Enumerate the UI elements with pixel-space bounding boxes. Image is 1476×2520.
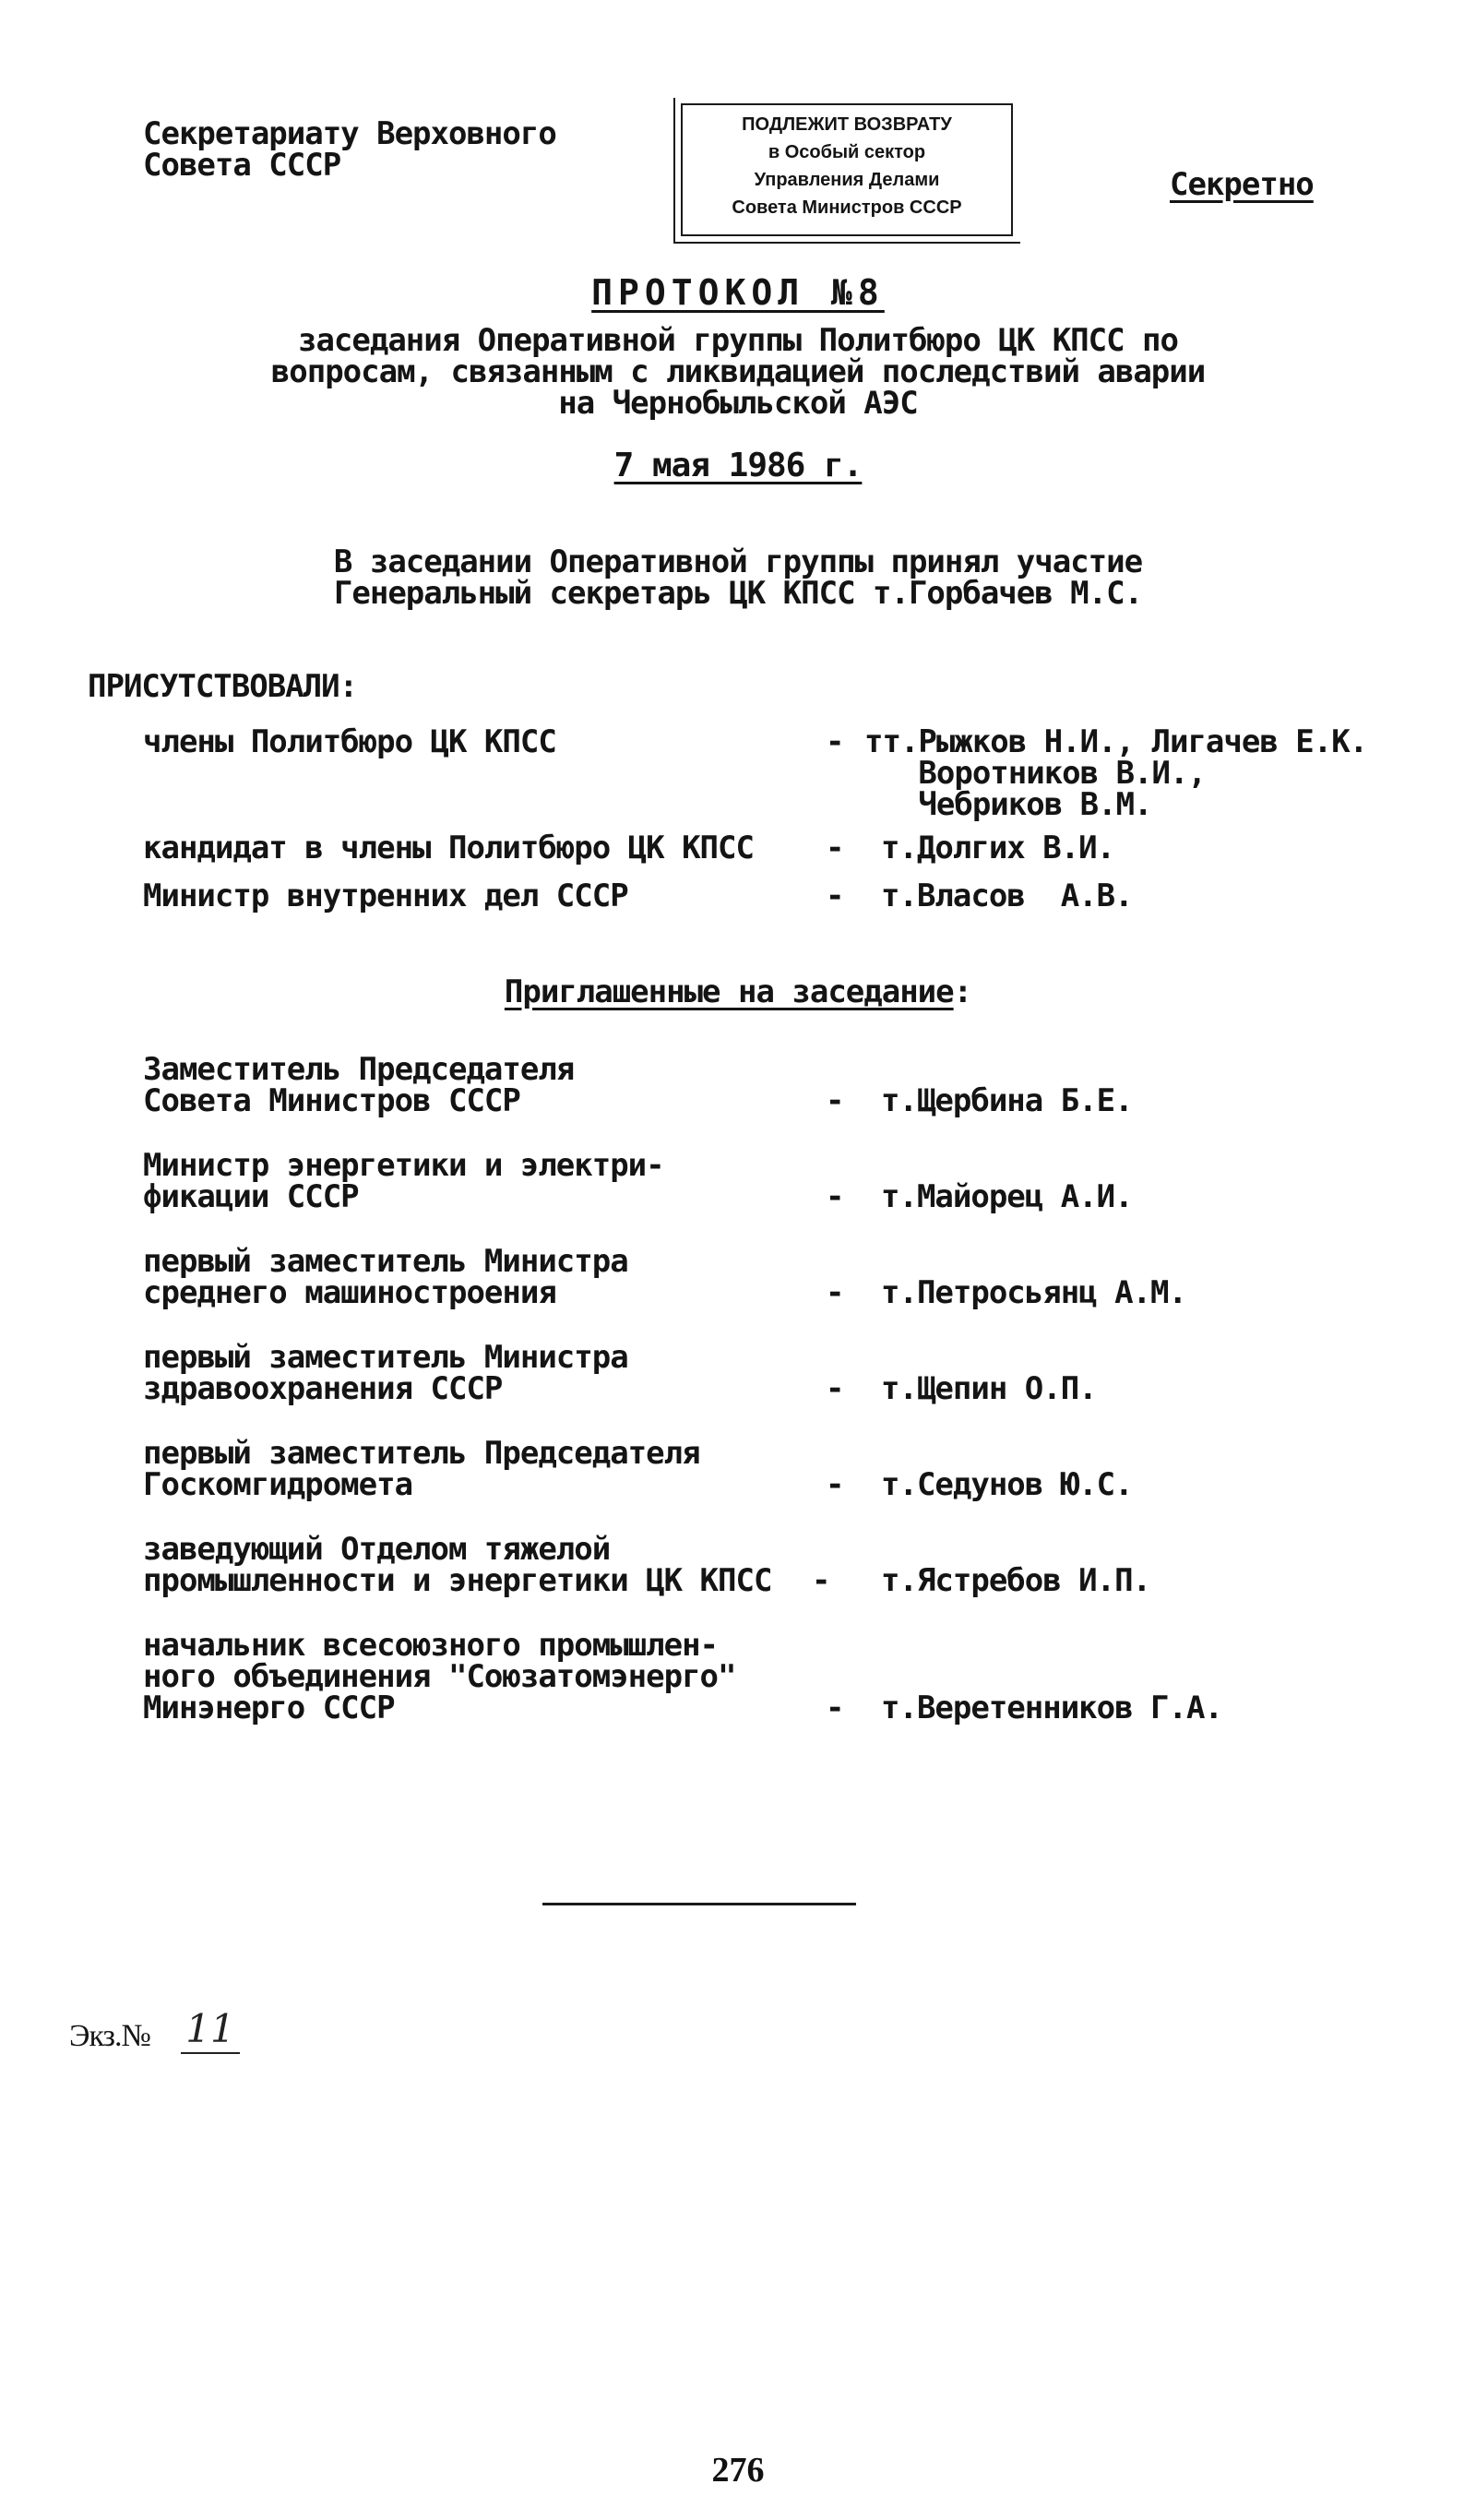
invited-dash-2: - bbox=[826, 1178, 844, 1215]
present-role-1: члены Политбюро ЦК КПСС bbox=[143, 723, 556, 760]
present-role-2: кандидат в члены Политбюро ЦК КПСС bbox=[143, 830, 754, 866]
invited-dash-5: - bbox=[826, 1466, 844, 1503]
invited-role-5: первый заместитель Председателя Госкомгидромета bbox=[143, 1435, 700, 1503]
invited-role-2: Министр энергетики и электри- фикации СССР bbox=[143, 1147, 664, 1215]
invited-role-7: начальник всесоюзного промышлен- ного объединения "Союзатомэнерго" Минэнерго СССР bbox=[143, 1627, 736, 1726]
stamp-line-4: Совета Министров СССР bbox=[732, 197, 962, 218]
protocol-subtitle: заседания Оперативной группы Политбюро ЦК КПСС по вопросам, связанным с ликвидацией последствий аварии на Чернобыльской АЭС bbox=[270, 322, 1206, 422]
present-names-3: т.Власов А.В. bbox=[881, 878, 1133, 914]
protocol-title: ПРОТОКОЛ №8 bbox=[591, 272, 885, 313]
stamp-line-2: в Особый сектор bbox=[768, 142, 926, 162]
invited-names-3: т.Петросьянц А.М. bbox=[881, 1274, 1186, 1311]
stamp-line-3: Управления Делами bbox=[754, 170, 940, 190]
invited-role-1: Заместитель Председателя Совета Министров СССР bbox=[143, 1051, 575, 1119]
invited-names-4: т.Щепин О.П. bbox=[881, 1370, 1097, 1407]
present-dash-1: - bbox=[826, 723, 844, 760]
invited-dash-3: - bbox=[826, 1274, 844, 1311]
invited-names-7: т.Веретенников Г.А. bbox=[881, 1690, 1222, 1726]
invited-names-2: т.Майорец А.И. bbox=[881, 1178, 1133, 1215]
present-dash-2: - bbox=[826, 830, 844, 866]
present-names-1: тт.Рыжков Н.И., Лигачев Е.К. Воротников В.И., Чебриков В.М. bbox=[864, 723, 1368, 823]
page-number: 276 bbox=[711, 2451, 765, 2490]
section-divider bbox=[542, 1903, 856, 1905]
invited-dash-1: - bbox=[826, 1082, 844, 1119]
copy-number-handwritten: 11 bbox=[181, 2006, 240, 2054]
present-role-3: Министр внутренних дел СССР bbox=[143, 878, 628, 914]
invited-dash-4: - bbox=[826, 1370, 844, 1407]
invited-names-6: т.Ястребов И.П. bbox=[881, 1562, 1151, 1599]
classification-mark: Секретно bbox=[1170, 166, 1314, 203]
invited-heading-colon: : bbox=[953, 973, 972, 1010]
invited-dash-6: - bbox=[812, 1562, 830, 1599]
present-heading: ПРИСУТСТВОВАЛИ: bbox=[88, 668, 358, 705]
invited-dash-7: - bbox=[826, 1690, 844, 1726]
meeting-date: 7 мая 1986 г. bbox=[613, 447, 863, 484]
invited-names-5: т.Седунов Ю.С. bbox=[881, 1466, 1133, 1503]
invited-role-6: заведующий Отделом тяжелой промышленности и энергетики ЦК КПСС bbox=[143, 1531, 772, 1599]
copy-label: Экз.№ bbox=[69, 2019, 150, 2053]
presence-note: В заседании Оперативной группы принял участие Генеральный секретарь ЦК КПСС т.Горбачев М.С. bbox=[333, 543, 1143, 612]
invited-role-4: первый заместитель Министра здравоохранения СССР bbox=[143, 1339, 628, 1407]
present-dash-3: - bbox=[826, 878, 844, 914]
addressee: Секретариату Верховного Совета СССР bbox=[143, 115, 556, 184]
stamp-line-1: ПОДЛЕЖИТ ВОЗВРАТУ bbox=[742, 114, 952, 135]
invited-names-1: т.Щербина Б.Е. bbox=[881, 1082, 1133, 1119]
invited-role-3: первый заместитель Министра среднего машиностроения bbox=[143, 1243, 628, 1311]
present-names-2: т.Долгих В.И. bbox=[881, 830, 1115, 866]
invited-heading-text: Приглашенные на заседание bbox=[504, 973, 954, 1010]
invited-heading bbox=[0, 973, 1476, 1010]
return-stamp bbox=[681, 103, 1013, 236]
